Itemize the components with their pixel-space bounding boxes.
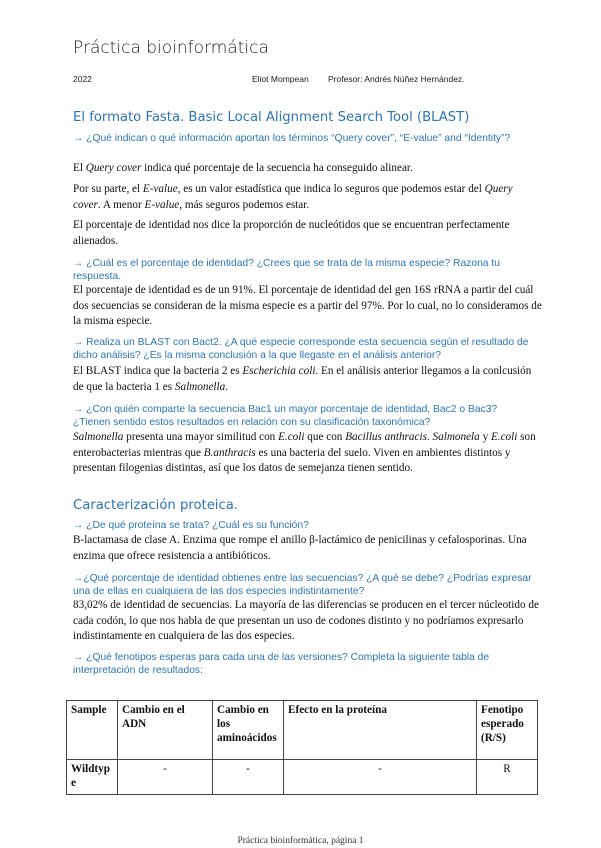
section-heading-protein: Caracterización proteica.: [73, 498, 238, 513]
table-cell: -: [284, 760, 477, 795]
answer-6: 83,02% de identidad de secuencias. La mayoría de las diferencias se producen en el tercer núcleotido de cada codón, lo que nos habla de que presentan un uso de codones distinto y no podríamos expresarlo indistintamente en cualquiera de las dos especies.: [73, 599, 539, 642]
question-4: → ¿Con quién comparte la secuencia Bac1 un mayor porcentaje de identidad, Bac2 o Bac3? ¿Tienen sentido estos resultados en relación con su clasificación taxonómica?: [73, 404, 498, 428]
table-cell: R: [477, 760, 538, 795]
answer-5: B-lactamasa de clase A. Enzima que rompe el anillo β-lactámico de penicilinas y cefalosporinas. Una enzima que ofrece resistencia a antibióticos.: [73, 534, 527, 562]
answer-1-identity: El porcentaje de identidad nos dice la proporción de nucleótidos que se encuentran perfectamente alienados.: [73, 219, 510, 247]
answer-1-query-cover: El Query cover indica qué porcentaje de la secuencia ha conseguido alinear.: [73, 162, 413, 174]
answer-1-e-value: Por su parte, el E-value, es un valor estadística que indica lo seguros que podemos estar del Query cover. A menor E-value, más seguros podemos estar.: [73, 183, 513, 211]
question-5: → ¿De qué proteína se trata? ¿Cuál es su función?: [73, 520, 309, 531]
table-header-cell: Cambio en el ADN: [118, 701, 213, 760]
document-title: Práctica bioinformática: [73, 38, 269, 58]
table-cell: -: [118, 760, 213, 795]
table-cell-sample: Wildtype: [67, 760, 118, 795]
question-1: → ¿Qué indican o qué información aportan los términos “Query cover”, “E-value” and “Identity”?: [73, 133, 511, 144]
table-header-cell: Cambio en los aminoácidos: [213, 701, 284, 760]
author: Eliot Mompean: [252, 74, 309, 84]
table-header-cell: Efecto en la proteína: [284, 701, 477, 760]
answer-3: El BLAST indica que la bacteria 2 es Escherichia coli. En el análisis anterior llegamos a la conlcusión de que la bacteria 1 es Salmonella.: [73, 365, 532, 393]
question-6: →¿Qué porcentaje de identidad obtienes entre las secuencias? ¿A qué se debe? ¿Podrías expresar una de ellas en cualquiera de las dos especies indistintamente?: [73, 573, 532, 597]
question-3: → Realiza un BLAST con Bact2. ¿A qué especie corresponde esta secuencia según el resultado de dicho análisis? ¿Es la misma conclusión a la que llegaste en el análisis anterior?: [73, 337, 529, 361]
table-header-cell: Fenotipo esperado (R/S): [477, 701, 538, 760]
table-header-row: [67, 701, 538, 760]
year: 2022: [73, 74, 92, 84]
table-row: [67, 760, 538, 795]
answer-2: El porcentaje de identidad es de un 91%. El porcentaje de identidad del gen 16S rRNA a partir del cuál dos secuencias se consideran de la misma especie es a partir del 97%. Por lo cual, no lo consideramos de la misma especie.: [73, 284, 542, 327]
table-cell: -: [213, 760, 284, 795]
professor: Profesor: Andrés Núñez Hernández.: [328, 74, 465, 84]
page-footer: Práctica bioinformática, página 1: [237, 836, 364, 846]
results-table: [66, 700, 538, 795]
question-7: → ¿Qué fenotipos esperas para cada una de las versiones? Completa la siguiente tabla de interpretación de resultados:: [73, 652, 490, 676]
question-2: → ¿Cuál es el porcentaje de identidad? ¿Crees que se trata de la misma especie? Razona tu respuesta.: [73, 258, 500, 282]
table-header-cell: Sample: [67, 701, 118, 760]
answer-4: Salmonella presenta una mayor similitud con E.coli que con Bacillus anthracis. Salmonela y E.coli son enterobacterias mientras que B.anthracis es una bacteria del suelo. Viven en ambientes distintos y presentan filogenias distintas, así que los datos de semejanza tienen sentido.: [73, 431, 536, 474]
section-heading-blast: El formato Fasta. Basic Local Alignment Search Tool (BLAST): [73, 110, 470, 125]
